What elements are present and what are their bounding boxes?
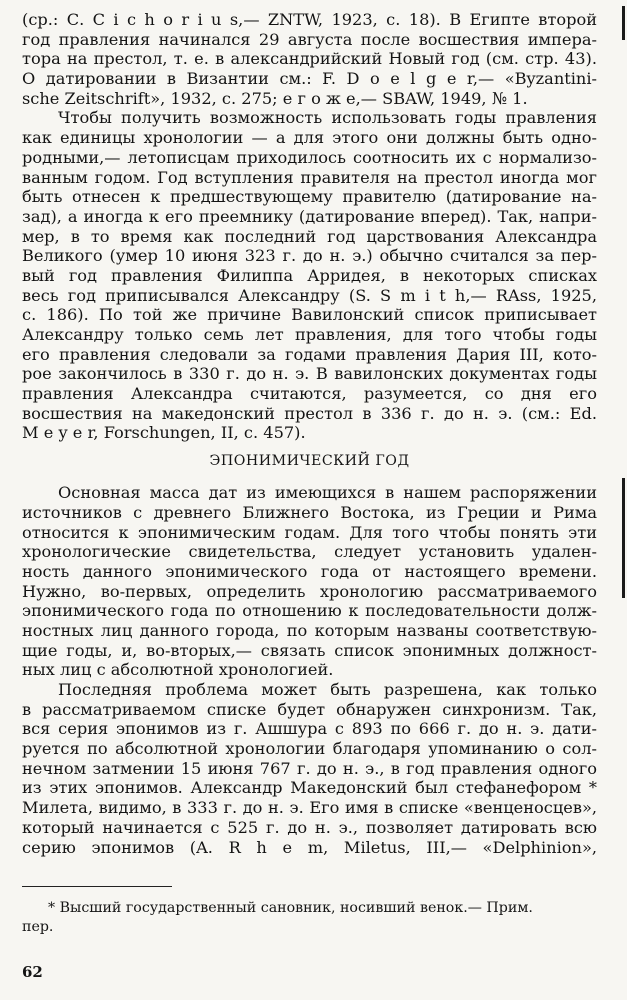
text-line: его правления следовали за годами правления Дария III, кото-: [22, 344, 597, 364]
text-line: мер, в то время как последний год царствования Александра: [22, 226, 597, 246]
text-line: год правления начинался 29 августа после восшествия импера-: [22, 29, 597, 49]
paragraph-4: [22, 680, 597, 857]
text-line: источников с древнего Ближнего Востока, из Греции и Рима: [22, 502, 597, 522]
text-line: Нужно, во-первых, определить хронологию рассматриваемого: [22, 581, 597, 601]
text-line: руется по абсолютной хронологии благодаря упоминанию о сол-: [22, 739, 597, 759]
text-line: ванным годом. Год вступления правителя на престол иногда мог: [22, 167, 597, 187]
text-line: в рассматриваемом списке будет обнаружен синхронизм. Так,: [22, 699, 597, 719]
footnote: [22, 899, 597, 937]
paragraph-1: [22, 10, 597, 108]
text-line: ностных лиц данного города, по которым названы соответствую-: [22, 620, 597, 640]
text-line: относится к эпонимическим годам. Для того чтобы понять эти: [22, 522, 597, 542]
page-number: 62: [22, 963, 43, 981]
text-line: серию эпонимов (A. R h e m, Miletus, III,— «Delphinion»,: [22, 837, 597, 857]
section-heading: ЭПОНИМИЧЕСКИЙ ГОД: [209, 453, 410, 470]
text-line: из этих эпонимов. Александр Македонский был стефанефором *: [22, 778, 597, 798]
text-line: вся серия эпонимов из г. Ашшура с 893 по 666 г. до н. э. дати-: [22, 719, 597, 739]
text-line: который начинается с 525 г. до н. э., позволяет датировать всю: [22, 817, 597, 837]
page-body: [22, 10, 597, 937]
footnote-line: пер.: [22, 919, 54, 936]
paragraph-2: [22, 108, 597, 443]
text-line: тора на престол, т. е. в александрийский Новый год (см. стр. 43).: [22, 49, 597, 69]
text-line: О датировании в Византии см.: F. D o e l g e r,— «Byzantini-: [22, 69, 597, 89]
text-line: эпонимического года по отношению к последовательности долж-: [22, 601, 597, 621]
scan-edge-mark: [622, 478, 625, 598]
text-line: зад), а иногда к его преемнику (датирование вперед). Так, напри-: [22, 206, 597, 226]
text-line: Великого (умер 10 июня 323 г. до н. э.) обычно считался за пер-: [22, 246, 597, 266]
footnote-line: * Высший государственный сановник, носивший венок.— Прим.: [48, 900, 533, 917]
text-line: весь год приписывался Александру (S. S m i t h,— RAss, 1925,: [22, 285, 597, 305]
text-line: M e y e r, Forschungen, II, с. 457).: [22, 423, 306, 443]
text-line: ность данного эпонимического года от настоящего времени.: [22, 561, 597, 581]
text-line: восшествия на македонский престол в 336 г. до н. э. (см.: Ed.: [22, 403, 597, 423]
text-line: хронологические свидетельства, следует установить удален-: [22, 542, 597, 562]
text-line: ных лиц с абсолютной хронологией.: [22, 660, 334, 680]
text-line: Основная масса дат из имеющихся в нашем распоряжении: [58, 483, 597, 503]
text-line: Александру только семь лет правления, для того чтобы годы: [22, 325, 597, 344]
scan-edge-mark: [622, 6, 625, 40]
text-line: щие годы, и, во-вторых,— связать список эпонимных должност-: [22, 640, 597, 660]
text-line: как единицы хронологии — а для этого они должны быть одно-: [22, 128, 597, 148]
paragraph-3: [22, 483, 597, 680]
text-line: рое закончилось в 330 г. до н. э. В вавилонских документах годы: [22, 364, 597, 384]
text-line: правления Александра считаются, разумеется, со дня его: [22, 384, 597, 404]
text-line: с. 186). По той же причине Вавилонский список приписывает: [22, 305, 597, 325]
text-line: родными,— летописцам приходилось соотносить их с нормализо-: [22, 147, 597, 167]
text-line: вый год правления Филиппа Арридея, в некоторых списках: [22, 265, 597, 285]
text-line: быть отнесен к предшествующему правителю (датирование на-: [22, 187, 597, 207]
text-line: sche Zeitschrift», 1932, с. 275; е г о ж е,— SBAW, 1949, № 1.: [22, 88, 528, 108]
text-line: нечном затмении 15 июня 767 г. до н. э., в год правления одного: [22, 758, 597, 778]
text-line: Чтобы получить возможность использовать годы правления: [58, 108, 597, 128]
footnote-divider: [22, 886, 172, 887]
text-line: Милета, видимо, в 333 г. до н. э. Его имя в списке «венценосцев»,: [22, 798, 597, 818]
text-line: Последняя проблема может быть разрешена, как только: [58, 680, 597, 699]
text-line: (ср.: С. C i c h o r i u s,— ZNTW, 1923, с. 18). В Египте второй: [22, 10, 597, 29]
